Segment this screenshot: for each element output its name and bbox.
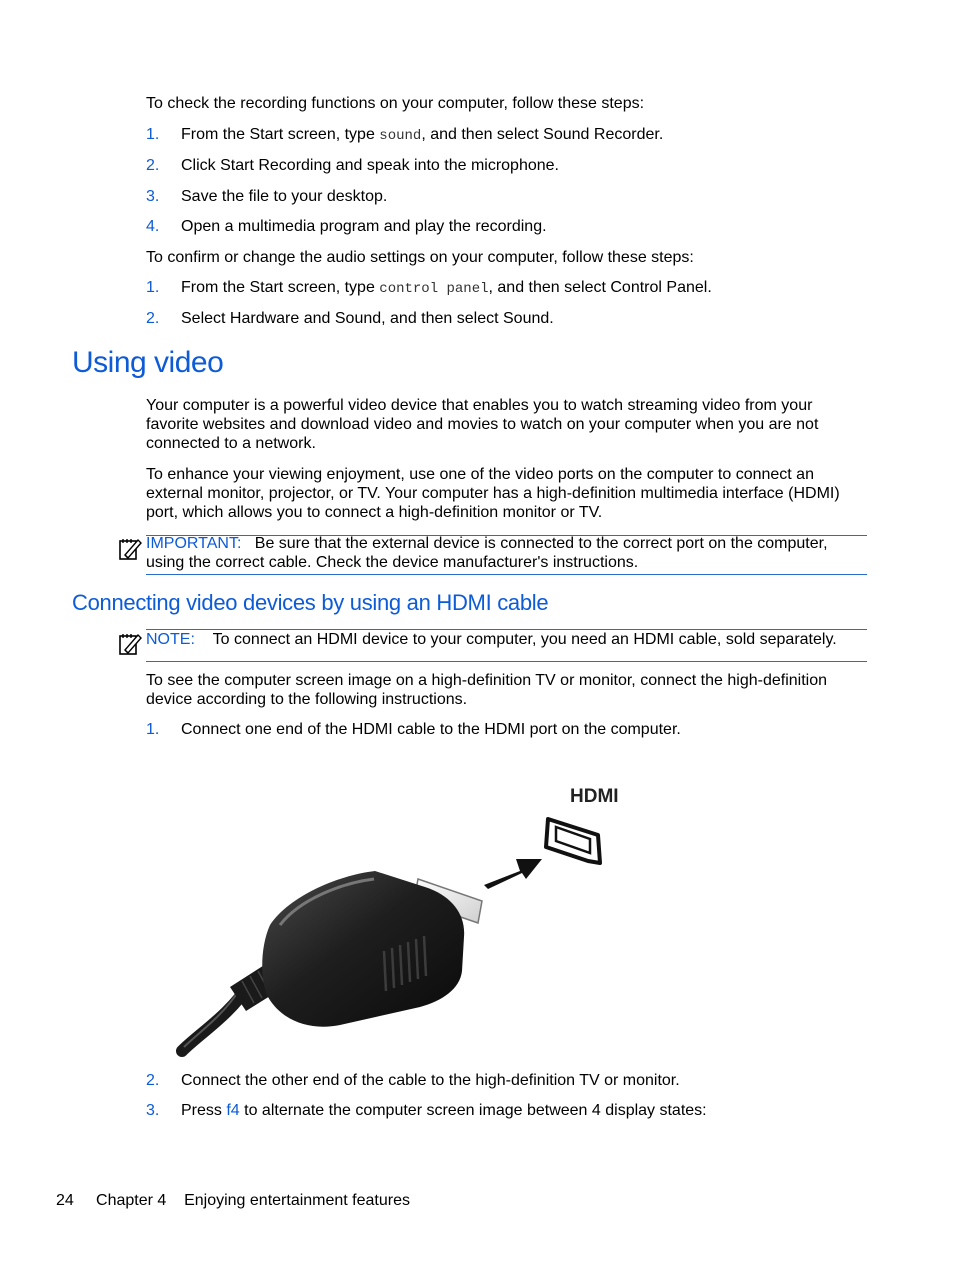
step-text: , and then select [381, 310, 503, 327]
step-text: Click [181, 157, 221, 174]
important-label: IMPORTANT: [146, 535, 242, 552]
step-number: 3. [146, 1102, 160, 1119]
step-number: 4. [146, 218, 160, 235]
step-text: to alternate the computer screen image between 4 display states: [239, 1102, 707, 1119]
step-text: From the Start screen, type [181, 279, 380, 296]
important-note [146, 534, 851, 572]
step-number: 2. [146, 1072, 160, 1089]
note-label: NOTE: [146, 631, 195, 648]
ui-term: Hardware and Sound [229, 310, 382, 327]
step-text: , and then select [421, 126, 544, 143]
step-number: 2. [146, 310, 160, 327]
step-number: 1. [146, 279, 160, 296]
typed-command: sound [379, 128, 422, 144]
note-box [146, 630, 851, 649]
step-number: 1. [146, 126, 160, 143]
note-bottom-rule [146, 661, 867, 662]
important-text: Be sure that the external device is connected to the correct port on the computer, using the correct cable. Check the device manufacturer's instructions. [146, 535, 828, 571]
step-number: 1. [146, 721, 160, 738]
ui-term: Sound Recorder [543, 126, 659, 143]
insert-arrow-icon [484, 859, 542, 889]
step-text: Connect the other end of the cable to the high-definition TV or monitor. [181, 1072, 680, 1089]
step-text: Open a multimedia program and play the recording. [181, 218, 547, 235]
intro-paragraph-audio: To confirm or change the audio settings on your computer, follow these steps: [146, 249, 694, 266]
footer-chapter-title: Enjoying entertainment features [184, 1192, 410, 1209]
step-number: 2. [146, 157, 160, 174]
step-number: 3. [146, 188, 160, 205]
step-text: From the Start screen, type [181, 126, 380, 143]
page-footer [56, 1191, 410, 1210]
step-text: Select [181, 310, 230, 327]
note-pencil-icon [118, 631, 144, 657]
step-text: Save the file to your desktop. [181, 188, 388, 205]
video-paragraph-2: To enhance your viewing enjoyment, use one of the video ports on the computer to connect an external monitor, projector, or TV. Your computer has a high-definition multimedia interface (HDMI) port, which allows you to connect a high-definition monitor or TV. [146, 466, 840, 521]
typed-command: control panel [379, 281, 489, 297]
hdmi-port-icon [546, 819, 600, 863]
step-text: , and then select [488, 279, 611, 296]
ui-term: Control Panel [610, 279, 708, 296]
intro-paragraph-recording: To check the recording functions on your computer, follow these steps: [146, 95, 645, 112]
subsection-heading: Connecting video devices by using an HDMI cable [72, 590, 549, 615]
hdmi-cable-figure [170, 775, 640, 1060]
ui-term: Start Recording [220, 157, 332, 174]
step-text: . [707, 279, 712, 296]
hdmi-port-label: HDMI [570, 786, 619, 807]
video-paragraph-1: Your computer is a powerful video device that enables you to watch streaming video from your favorite websites and download video and movies to watch on your computer when you are not connected to a network. [146, 397, 819, 452]
step-text: Connect one end of the HDMI cable to the HDMI port on the computer. [181, 721, 681, 738]
ui-term: Sound [503, 310, 550, 327]
important-bottom-rule [146, 574, 867, 575]
key-f4: f4 [226, 1102, 240, 1119]
step-text: . [658, 126, 664, 143]
hdmi-paragraph: To see the computer screen image on a high-definition TV or monitor, connect the high-definition device according to the following instructions. [146, 672, 827, 708]
step-text: and speak into the microphone. [331, 157, 559, 174]
section-heading: Using video [72, 346, 224, 379]
footer-chapter: Chapter 4 [96, 1192, 167, 1209]
step-text: Press [181, 1102, 227, 1119]
note-pencil-icon [118, 536, 144, 562]
page-number: 24 [56, 1192, 74, 1209]
note-text: To connect an HDMI device to your computer, you need an HDMI cable, sold separately. [212, 631, 837, 648]
step-text: . [549, 310, 554, 327]
